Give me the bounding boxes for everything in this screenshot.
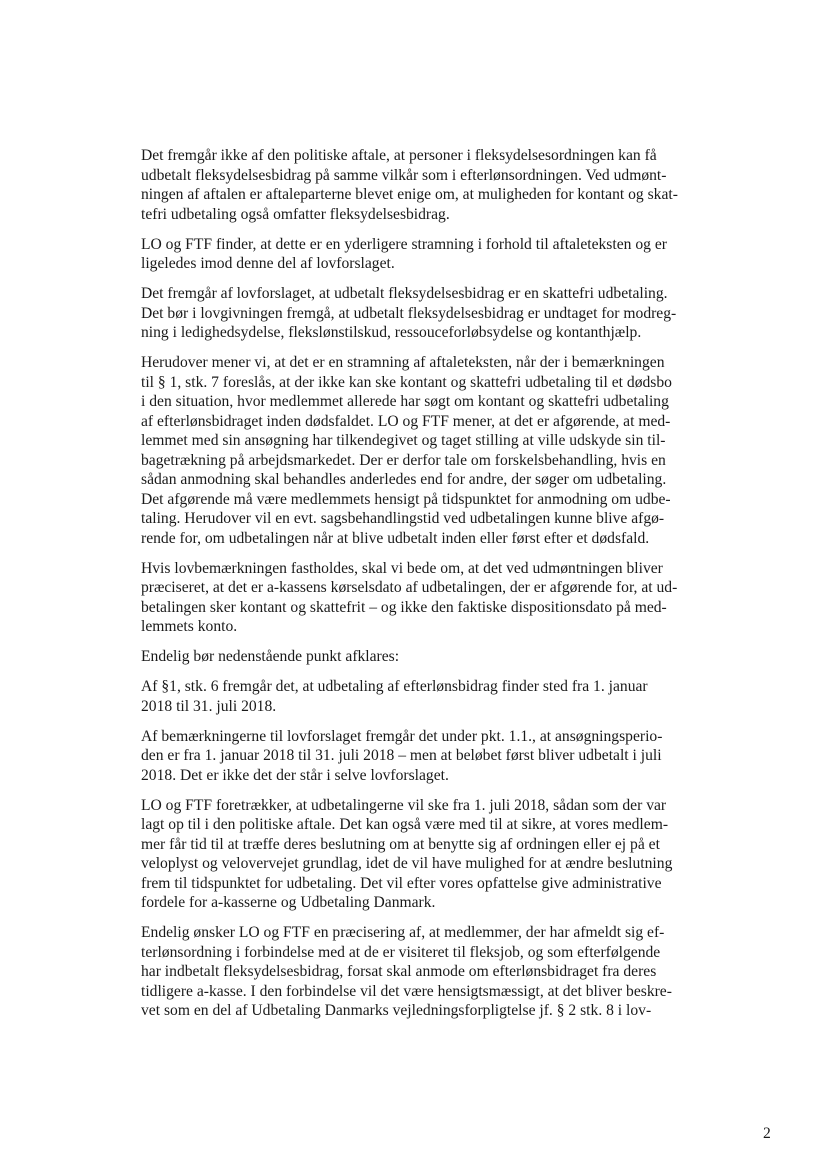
text-line: til § 1, stk. 7 foreslås, at der ikke kan ske kontant og skattefri udbetaling til et dødsbo [141, 373, 672, 391]
text-line: LO og FTF finder, at dette er en yderligere stramning i forhold til aftaleteksten og er [141, 235, 667, 253]
text-line: lagt op til i den politiske aftale. Det kan også være med til at sikre, at vores medlem- [141, 816, 669, 833]
page-number: 2 [763, 1125, 771, 1142]
text-line: har indbetalt fleksydelsesbidrag, forsat skal anmode om efterlønsbidraget fra deres [141, 963, 657, 980]
text-line: fordele for a-kasserne og Udbetaling Danmark. [141, 894, 436, 911]
text-line: Herudover mener vi, at det er en stramning af aftaleteksten, når der i bemærkningen [141, 354, 665, 371]
paragraph [141, 923, 682, 1021]
text-line: præciseret, at det er a-kassens kørselsdato af udbetalingen, der er afgørende for, at ud- [141, 579, 678, 596]
text-line: i den situation, hvor medlemmet allerede har søgt om kontant og skattefri udbetaling [141, 393, 669, 410]
document-body [141, 146, 682, 1031]
text-line: 2018. Det er ikke det der står i selve lovforslaget. [141, 766, 449, 784]
text-line: sådan anmodning skal behandles anderledes end for andre, der søger om udbetaling. [141, 471, 667, 488]
text-line: udbetalt fleksydelsesbidrag på samme vilkår som i efterlønsordningen. Ved udmønt- [141, 166, 667, 184]
text-line: LO og FTF foretrækker, at udbetalingerne vil ske fra 1. juli 2018, sådan som der var [141, 796, 667, 814]
text-line: den er fra 1. januar 2018 til 31. juli 2018 – men at beløbet først bliver udbetalt i juli [141, 747, 662, 764]
paragraph [141, 796, 682, 913]
text-line: Det fremgår af lovforslaget, at udbetalt fleksydelsesbidrag er en skattefri udbetaling. [141, 285, 668, 302]
text-line: Af §1, stk. 6 fremgår det, at udbetaling af efterlønsbidrag finder sted fra 1. januar [141, 678, 648, 695]
text-line: 2018 til 31. juli 2018. [141, 697, 277, 715]
text-line: vet som en del af Udbetaling Danmarks vejledningsforpligtelse jf. § 2 stk. 8 i lov- [141, 1002, 652, 1019]
text-line: taling. Herudover vil en evt. sagsbehandlingstid ved udbetalingen kunne blive afgø- [141, 510, 665, 527]
paragraph [141, 727, 682, 786]
paragraph [141, 677, 682, 716]
text-line: lemmets konto. [141, 618, 238, 635]
text-line: ningen af aftalen er aftaleparterne blevet enige om, at muligheden for kontant og skat- [141, 186, 678, 203]
text-line: ning i ledighedsydelse, flekslønstilskud, ressouceforløbsydelse og kontanthjælp. [141, 324, 642, 341]
text-line: Af bemærkningerne til lovforslaget fremgår det under pkt. 1.1., at ansøgningsperio- [141, 727, 663, 745]
text-line: tidligere a-kasse. I den forbindelse vil det være hensigtsmæssigt, at det bliver beskre- [141, 982, 672, 1000]
paragraph [141, 146, 682, 224]
text-line: Det fremgår ikke af den politiske aftale, at personer i fleksydelsesordningen kan få [141, 147, 657, 164]
text-line: bagetrækning på arbejdsmarkedet. Der er derfor tale om forskelsbehandling, hvis en [141, 451, 666, 469]
text-line: frem til tidspunktet for udbetaling. Det vil efter vores opfattelse give administrative [141, 874, 662, 892]
text-line: af efterlønsbidraget inden dødsfaldet. LO og FTF mener, at det er afgørende, at med- [141, 412, 671, 430]
paragraph [141, 284, 682, 343]
text-line: ligeledes imod denne del af lovforslaget. [141, 255, 395, 272]
text-line: lemmet med sin ansøgning har tilkendegivet og taget stilling at ville udskyde sin til- [141, 432, 666, 449]
text-line: Hvis lovbemærkningen fastholdes, skal vi bede om, at det ved udmøntningen bliver [141, 559, 663, 577]
paragraph [141, 235, 682, 274]
text-line: rende for, om udbetalingen når at blive udbetalt inden eller først efter et dødsfald. [141, 529, 650, 547]
text-line: tefri udbetaling også omfatter fleksydelsesbidrag. [141, 205, 450, 223]
text-line: terlønsordning i forbindelse med at de er visiteret til fleksjob, og som efterfølgende [141, 943, 661, 961]
text-line: betalingen sker kontant og skattefrit – og ikke den faktiske dispositionsdato på med- [141, 598, 667, 616]
text-line: Det bør i lovgivningen fremgå, at udbetalt fleksydelsesbidrag er undtaget for modreg- [141, 304, 677, 322]
text-line: Det afgørende må være medlemmets hensigt på tidspunktet for anmodning om udbe- [141, 490, 671, 508]
paragraph [141, 647, 682, 667]
paragraph [141, 353, 682, 548]
paragraph [141, 559, 682, 637]
text-line: Endelig bør nedenstående punkt afklares: [141, 648, 400, 665]
text-line: veloplyst og velovervejet grundlag, idet de vil have mulighed for at ændre beslutning [141, 855, 673, 872]
text-line: mer får tid til at træffe deres beslutning om at benytte sig af ordningen eller ej på et [141, 835, 660, 853]
text-line: Endelig ønsker LO og FTF en præcisering af, at medlemmer, der har afmeldt sig ef- [141, 924, 665, 941]
